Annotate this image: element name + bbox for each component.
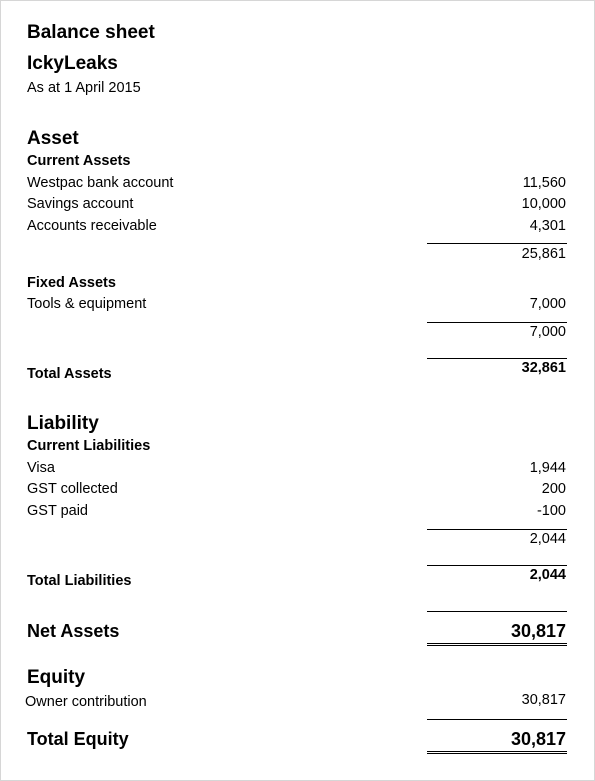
net-assets-label: Net Assets xyxy=(27,621,120,641)
asset-line-label: Tools & equipment xyxy=(27,296,147,312)
subtotal-rule xyxy=(427,322,567,323)
current-assets-subtotal: 25,861 xyxy=(521,246,566,262)
liability-line-value: 1,944 xyxy=(529,460,566,476)
liability-heading: Liability xyxy=(27,413,99,434)
asset-line-value: 10,000 xyxy=(521,196,566,212)
current-liabilities-heading: Current Liabilities xyxy=(27,438,151,454)
asset-line-value: 4,301 xyxy=(529,218,566,234)
liability-line-label: GST paid xyxy=(27,503,88,519)
current-liabilities-subtotal: 2,044 xyxy=(529,531,566,547)
total-equity-value: 30,817 xyxy=(510,729,566,749)
current-assets-heading: Current Assets xyxy=(27,153,131,169)
total-liabilities-value: 2,044 xyxy=(529,567,566,583)
fixed-assets-heading: Fixed Assets xyxy=(27,275,116,291)
asset-line-value: 11,560 xyxy=(522,175,566,191)
equity-line-label: Owner contribution xyxy=(25,694,147,710)
company-name: IckyLeaks xyxy=(27,53,118,74)
net-assets-double-rule xyxy=(427,643,567,646)
document-title: Balance sheet xyxy=(27,22,155,43)
net-assets-top-rule xyxy=(427,611,567,612)
asset-heading: Asset xyxy=(27,128,79,149)
equity-top-rule xyxy=(427,719,567,720)
liability-line-label: GST collected xyxy=(27,481,118,497)
asset-line-label: Westpac bank account xyxy=(27,175,174,191)
fixed-assets-subtotal: 7,000 xyxy=(529,324,566,340)
liability-line-value: 200 xyxy=(541,481,566,497)
subtotal-rule xyxy=(427,243,567,244)
total-assets-value: 32,861 xyxy=(521,360,566,376)
total-rule xyxy=(427,565,567,566)
subtotal-rule xyxy=(427,529,567,530)
net-assets-value: 30,817 xyxy=(510,621,566,641)
total-equity-label: Total Equity xyxy=(27,729,129,749)
as-at-date: As at 1 April 2015 xyxy=(27,80,141,96)
asset-line-label: Accounts receivable xyxy=(27,218,157,234)
equity-line-value: 30,817 xyxy=(521,692,566,708)
total-rule xyxy=(427,358,567,359)
liability-line-value: -100 xyxy=(536,503,566,519)
asset-line-value: 7,000 xyxy=(529,296,566,312)
total-equity-double-rule xyxy=(427,751,567,754)
total-liabilities-label: Total Liabilities xyxy=(27,573,132,589)
total-assets-label: Total Assets xyxy=(27,366,112,382)
equity-heading: Equity xyxy=(27,667,86,688)
asset-line-label: Savings account xyxy=(27,196,134,212)
liability-line-label: Visa xyxy=(27,460,55,476)
